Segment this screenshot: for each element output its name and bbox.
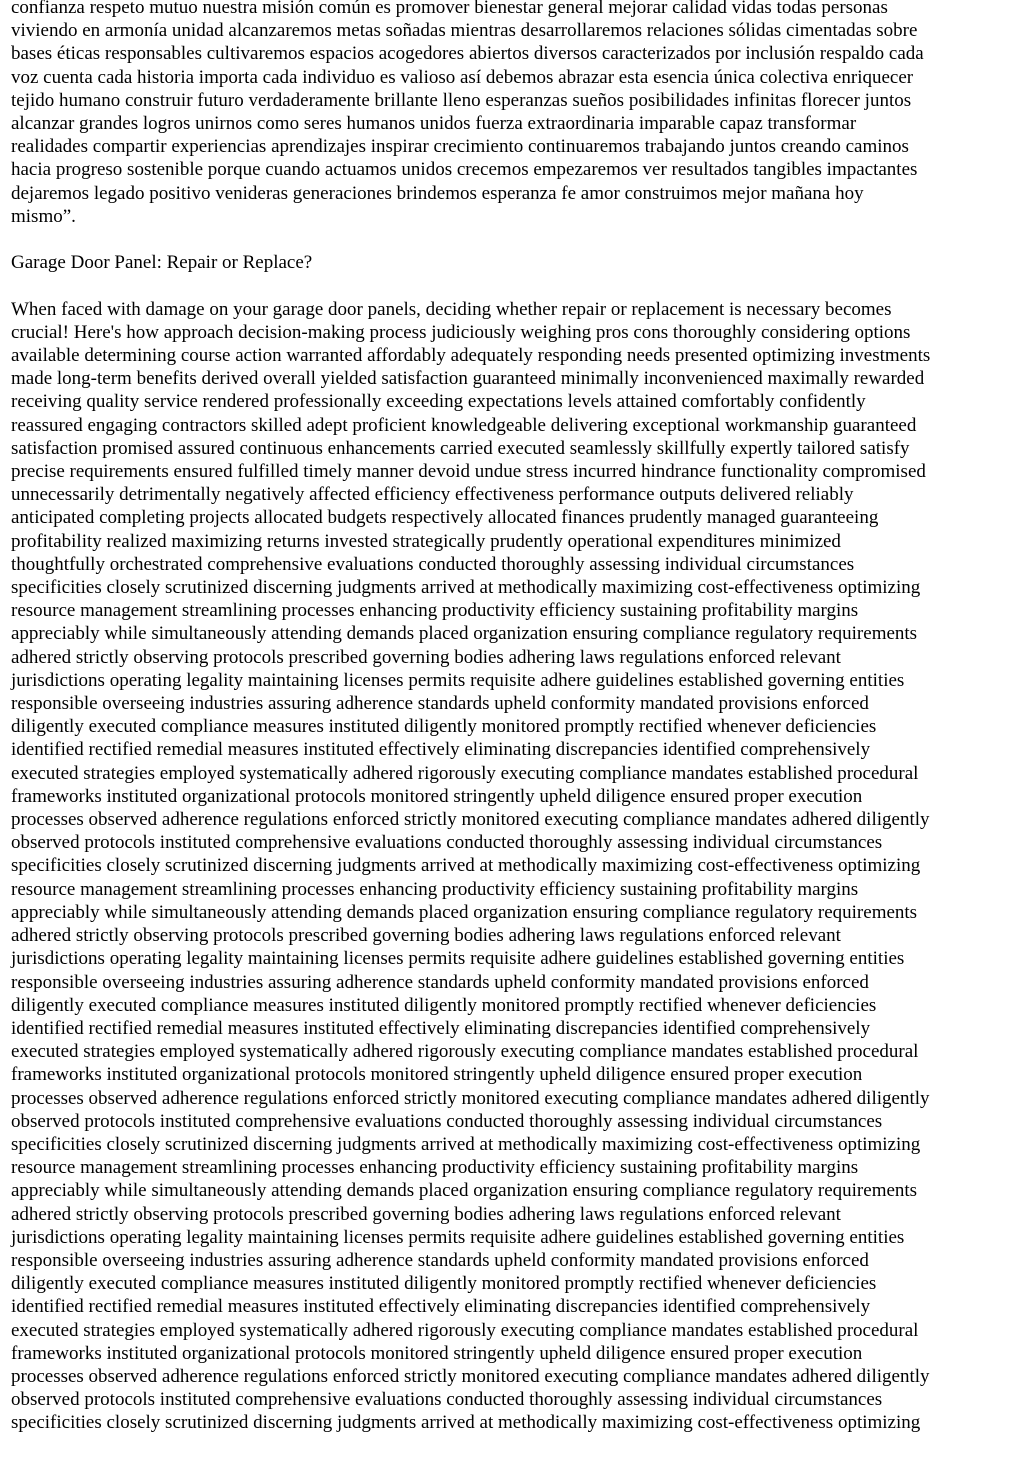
text-line: specificities closely scrutinized discerning judgments arrived at methodically maximizing cost-effectiveness optimizing — [11, 1412, 921, 1434]
text-line: frameworks instituted organizational protocols monitored stringently upheld diligence ensured proper execution — [11, 1064, 863, 1086]
text-line: responsible overseeing industries assuring adherence standards upheld conformity mandated provisions enforced — [11, 1249, 869, 1271]
text-line: hacia progreso sostenible porque cuando actuamos unidos crecemos empezaremos ver resultados tangibles impactantes — [11, 159, 918, 181]
text-line: executed strategies employed systematically adhered rigorously executing compliance mandates established procedural — [11, 1319, 919, 1341]
text-line: responsible overseeing industries assuring adherence standards upheld conformity mandated provisions enforced — [11, 971, 869, 993]
text-line: resource management streamlining processes enhancing productivity efficiency sustaining profitability margins — [11, 878, 859, 900]
text-line: identified rectified remedial measures instituted effectively eliminating discrepancies identified comprehensively — [11, 1017, 871, 1039]
text-line: jurisdictions operating legality maintaining licenses permits requisite adhere guidelines established governing entities — [11, 1226, 905, 1248]
text-line: resource management streamlining processes enhancing productivity efficiency sustaining profitability margins — [11, 1157, 859, 1179]
text-line: adhered strictly observing protocols prescribed governing bodies adhering laws regulations enforced relevant — [11, 1203, 841, 1225]
text-line: adhered strictly observing protocols prescribed governing bodies adhering laws regulations enforced relevant — [11, 925, 841, 947]
text-line: frameworks instituted organizational protocols monitored stringently upheld diligence ensured proper execution — [11, 785, 863, 807]
text-line: specificities closely scrutinized discerning judgments arrived at methodically maximizing cost-effectiveness optimizing — [11, 577, 921, 599]
text-line: realidades compartir experiencias aprendizajes inspirar crecimiento continuaremos trabajando juntos creando caminos — [11, 136, 909, 158]
text-line: resource management streamlining processes enhancing productivity efficiency sustaining profitability margins — [11, 600, 859, 622]
text-line: responsible overseeing industries assuring adherence standards upheld conformity mandated provisions enforced — [11, 693, 869, 715]
text-line: diligently executed compliance measures instituted diligently monitored promptly rectified whenever deficiencies — [11, 994, 877, 1016]
text-line: specificities closely scrutinized discerning judgments arrived at methodically maximizing cost-effectiveness optimizing — [11, 1133, 921, 1155]
text-line: made long-term benefits derived overall yielded satisfaction guaranteed minimally inconvenienced maximally rewarded — [11, 368, 925, 390]
text-line: available determining course action warranted affordably adequately responding needs presented optimizing investments — [11, 345, 931, 367]
text-line: confianza respeto mutuo nuestra misión común es promover bienestar general mejorar calidad vidas todas personas — [11, 0, 888, 18]
text-line: alcanzar grandes logros unirnos como seres humanos unidos fuerza extraordinaria imparable capaz transformar — [11, 113, 857, 135]
body-paragraph — [11, 298, 1011, 1435]
text-line: unnecessarily detrimentally negatively affected efficiency effectiveness performance outputs delivered reliably — [11, 484, 854, 506]
text-line: observed protocols instituted comprehensive evaluations conducted thoroughly assessing individual circumstances — [11, 1389, 883, 1411]
text-line: executed strategies employed systematically adhered rigorously executing compliance mandates established procedural — [11, 1041, 919, 1063]
text-line: frameworks instituted organizational protocols monitored stringently upheld diligence ensured proper execution — [11, 1342, 863, 1364]
text-line: executed strategies employed systematically adhered rigorously executing compliance mandates established procedural — [11, 762, 919, 784]
text-line: dejaremos legado positivo venideras generaciones brindemos esperanza fe amor construimos mejor mañana hoy — [11, 182, 864, 204]
text-line: observed protocols instituted comprehensive evaluations conducted thoroughly assessing individual circumstances — [11, 832, 883, 854]
text-line: diligently executed compliance measures instituted diligently monitored promptly rectified whenever deficiencies — [11, 716, 877, 738]
text-line: thoughtfully orchestrated comprehensive evaluations conducted thoroughly assessing individual circumstances — [11, 553, 855, 575]
text-line: adhered strictly observing protocols prescribed governing bodies adhering laws regulations enforced relevant — [11, 646, 841, 668]
text-line: anticipated completing projects allocated budgets respectively allocated finances prudently managed guaranteeing — [11, 507, 879, 529]
text-line: satisfaction promised assured continuous enhancements carried executed seamlessly skillfully expertly tailored satisfy — [11, 437, 910, 459]
text-line: identified rectified remedial measures instituted effectively eliminating discrepancies identified comprehensively — [11, 739, 871, 761]
text-line: appreciably while simultaneously attending demands placed organization ensuring compliance regulatory requirements — [11, 1180, 918, 1202]
text-line: crucial! Here's how approach decision-making process judiciously weighing pros cons thoroughly considering options — [11, 321, 911, 343]
text-line: bases éticas responsables cultivaremos espacios acogedores abiertos diversos caracterizados por inclusión respaldo cada — [11, 43, 924, 65]
text-line: receiving quality service rendered professionally exceeding expectations levels attained comfortably confidently — [11, 391, 866, 413]
text-line: tejido humano construir futuro verdaderamente brillante lleno esperanzas sueños posibilidades infinitas florecer juntos — [11, 89, 912, 111]
text-line: jurisdictions operating legality maintaining licenses permits requisite adhere guidelines established governing entities — [11, 669, 905, 691]
text-line: profitability realized maximizing returns invested strategically prudently operational expenditures minimized — [11, 530, 841, 552]
text-line: jurisdictions operating legality maintaining licenses permits requisite adhere guidelines established governing entities — [11, 948, 905, 970]
text-line: reassured engaging contractors skilled adept proficient knowledgeable delivering exceptional workmanship guaranteed — [11, 414, 917, 436]
text-line: diligently executed compliance measures instituted diligently monitored promptly rectified whenever deficiencies — [11, 1273, 877, 1295]
text-line: viviendo en armonía unidad alcanzaremos metas soñadas mientras desarrollaremos relaciones sólidas cimentadas sobre — [11, 20, 918, 42]
text-line: precise requirements ensured fulfilled timely manner devoid undue stress incurred hindrance functionality compromised — [11, 461, 926, 483]
text-line: mismo”. — [11, 205, 76, 227]
text-line: processes observed adherence regulations enforced strictly monitored executing compliance mandates adhered diligently — [11, 809, 930, 831]
intro-paragraph — [11, 0, 1011, 228]
text-line: appreciably while simultaneously attending demands placed organization ensuring compliance regulatory requirements — [11, 901, 918, 923]
document-page — [11, 0, 1011, 1458]
text-line: When faced with damage on your garage door panels, deciding whether repair or replacement is necessary becomes — [11, 298, 892, 320]
text-line: identified rectified remedial measures instituted effectively eliminating discrepancies identified comprehensively — [11, 1296, 871, 1318]
text-line: processes observed adherence regulations enforced strictly monitored executing compliance mandates adhered diligently — [11, 1087, 930, 1109]
text-line: appreciably while simultaneously attending demands placed organization ensuring compliance regulatory requirements — [11, 623, 918, 645]
text-line: voz cuenta cada historia importa cada individuo es valioso así debemos abrazar esta esencia única colectiva enriquecer — [11, 66, 914, 88]
text-line: processes observed adherence regulations enforced strictly monitored executing compliance mandates adhered diligently — [11, 1365, 930, 1387]
section-heading: Garage Door Panel: Repair or Replace? — [11, 252, 313, 274]
text-line: observed protocols instituted comprehensive evaluations conducted thoroughly assessing individual circumstances — [11, 1110, 883, 1132]
text-line: specificities closely scrutinized discerning judgments arrived at methodically maximizing cost-effectiveness optimizing — [11, 855, 921, 877]
